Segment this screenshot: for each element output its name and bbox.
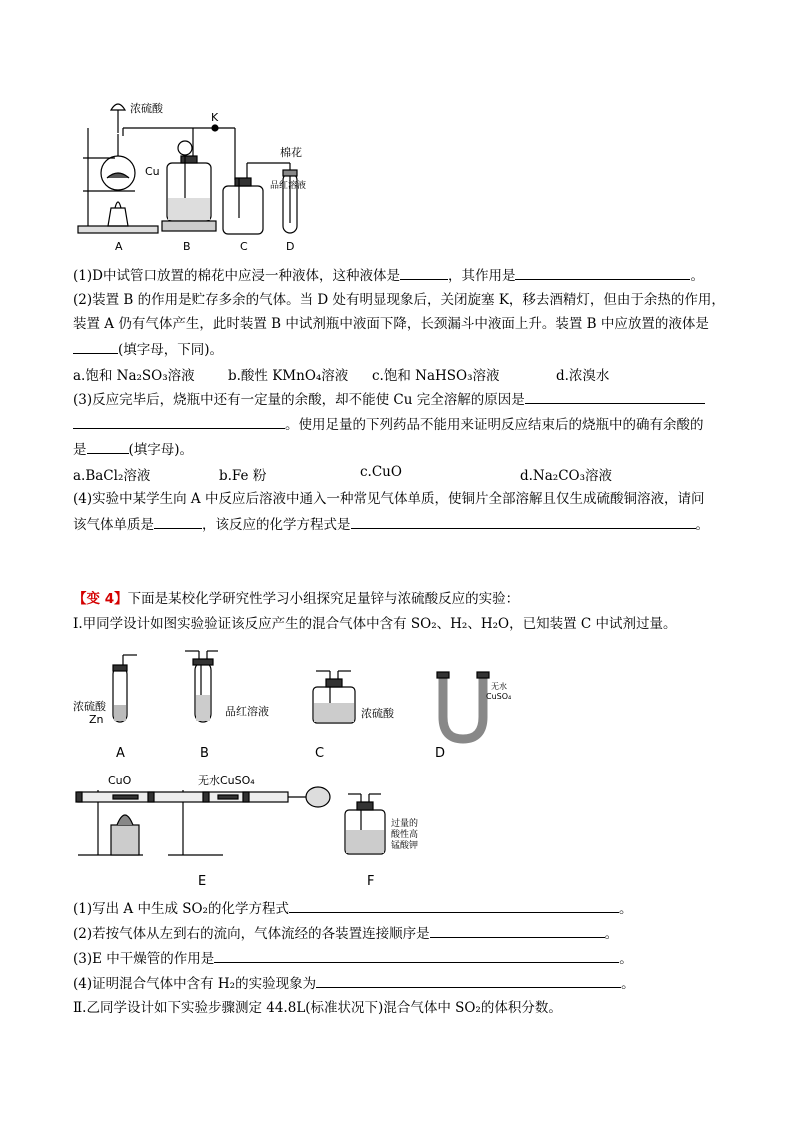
variant-4-title: 【变 4】下面是某校化学研究性学习小组探究足量锌与浓硫酸反应的实验： [73, 591, 520, 607]
option-2b: b.酸性 KMnO₄溶液 [228, 368, 349, 384]
question-2-line-3: (填字母，下同)。 [73, 339, 223, 360]
question-4-line-1: (4)实验中某学生向 A 中反应后溶液中通入一种常见气体单质，使铜片全部溶解且仅生成硫酸铜溶液，请问 [73, 491, 705, 507]
question-3-line-3: 是 (填字母)。 [73, 439, 193, 460]
label-d-2: CuSO₄ [486, 692, 512, 701]
label-e: E [198, 874, 207, 889]
variant-tag: 【变 4】 [73, 591, 128, 607]
question-2-line-1: (2)装置 B 的作用是贮存多余的气体。当 D 处有明显现象后，关闭旋塞 K，移去酒精灯，但由于余热的作用， [73, 292, 725, 308]
answer-blank[interactable] [430, 923, 605, 938]
question-4-line-2: 该气体单质是 ，该反应的化学方程式是 。 [73, 514, 709, 535]
apparatus-figure-2-top [73, 647, 513, 762]
label-e-cuo: CuO [108, 774, 132, 787]
label-c-acid: 浓硫酸 [361, 707, 394, 720]
label-d-1: 无水 [491, 682, 507, 691]
label-e-cuso4: 无水CuSO₄ [198, 774, 255, 787]
question-3-line-1: (3)反应完毕后，烧瓶中还有一定量的余酸，却不能使 Cu 完全溶解的原因是 [73, 389, 705, 410]
b4-question-4: (4)证明混合气体中含有 H₂的实验现象为 。 [73, 973, 635, 994]
label-a-acid: 浓硫酸 [73, 700, 106, 713]
label-f: F [367, 874, 375, 889]
answer-blank[interactable] [515, 265, 690, 280]
question-3-line-2: 。使用足量的下列药品不能用来证明反应结束后的烧瓶中的确有余酸的 [73, 414, 704, 435]
label-a-zn: Zn [89, 713, 104, 726]
answer-blank[interactable] [73, 339, 118, 354]
answer-blank[interactable] [87, 439, 129, 454]
answer-blank[interactable] [289, 898, 619, 913]
label-f-2: 酸性高 [391, 830, 419, 840]
apparatus-figure-1 [75, 98, 315, 258]
label-f-1: 过量的 [391, 819, 419, 829]
label-acid: 浓硫酸 [130, 102, 163, 115]
label-a: A [115, 240, 123, 253]
option-2c: c.饱和 NaHSO₃溶液 [372, 368, 500, 384]
answer-blank[interactable] [351, 514, 696, 529]
option-3a: a.BaCl₂溶液 [73, 468, 151, 484]
label-b: B [183, 240, 191, 253]
label-d: D [286, 240, 295, 253]
label-c: C [240, 240, 248, 253]
label-cu: Cu [145, 165, 160, 178]
question-1: (1)D中试管口放置的棉花中应浸一种液体，这种液体是 ，其作用是 。 [73, 265, 704, 286]
option-3c: c.CuO [360, 464, 402, 480]
label-f-3: 锰酸钾 [391, 841, 419, 851]
label-b: B [200, 746, 209, 761]
b4-question-3: (3)E 中干燥管的作用是 。 [73, 948, 633, 969]
answer-blank[interactable] [73, 414, 285, 429]
answer-blank[interactable] [154, 514, 202, 529]
option-2d: d.浓溴水 [556, 368, 610, 384]
option-3d: d.Na₂CO₃溶液 [520, 468, 613, 484]
apparatus-figure-2-bottom [73, 770, 419, 895]
part-2-intro: Ⅱ.乙同学设计如下实验步骤测定 44.8L(标准状况下)混合气体中 SO₂的体积分数。 [73, 1000, 562, 1016]
label-pinhong: 品红溶液 [270, 181, 307, 191]
answer-blank[interactable] [525, 389, 705, 404]
label-b-pinhong: 品红溶液 [225, 705, 269, 718]
part-1-intro: Ⅰ.甲同学设计如图实验验证该反应产生的混合气体中含有 SO₂、H₂、H₂O，已知装置 C 中试剂过量。 [73, 616, 677, 632]
label-c: C [315, 746, 325, 761]
b4-question-2: (2)若按气体从左到右的流向，气体流经的各装置连接顺序是 。 [73, 923, 618, 944]
label-cotton: 棉花 [280, 146, 302, 159]
label-a: A [116, 746, 125, 761]
question-2-line-2: 装置 A 仍有气体产生，此时装置 B 中试剂瓶中液面下降，长颈漏斗中液面上升。装置 B 中应放置的液体是 [73, 316, 709, 332]
answer-blank[interactable] [400, 265, 448, 280]
option-2a: a.饱和 Na₂SO₃溶液 [73, 368, 195, 384]
b4-question-1: (1)写出 A 中生成 SO₂的化学方程式 。 [73, 898, 632, 919]
label-d: D [435, 746, 446, 761]
option-3b: b.Fe 粉 [219, 468, 267, 484]
label-k: K [211, 111, 219, 124]
answer-blank[interactable] [316, 973, 621, 988]
answer-blank[interactable] [214, 948, 619, 963]
